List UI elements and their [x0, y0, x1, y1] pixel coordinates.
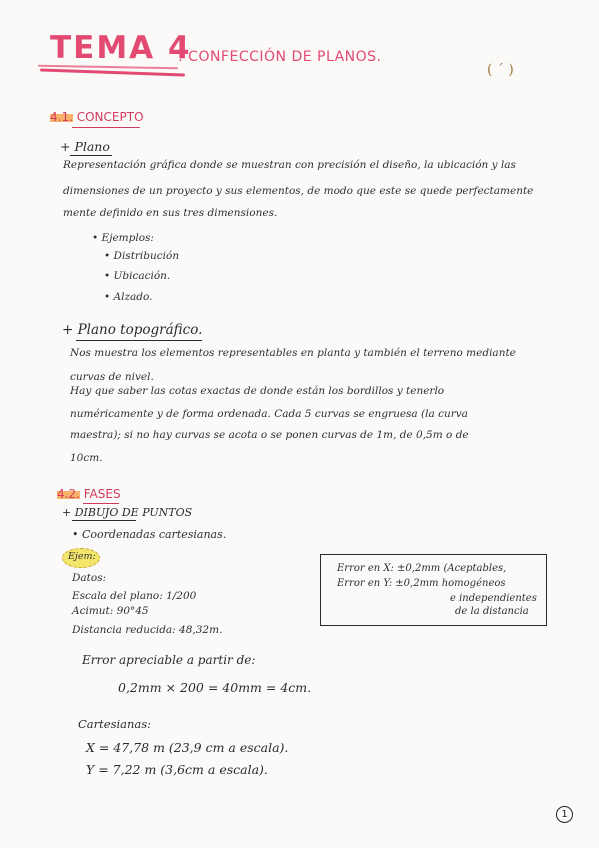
- body-line: curvas de nivel.: [70, 371, 154, 383]
- section-title: CONCEPTO: [76, 110, 144, 124]
- data-line: Acimut: 90°45: [72, 605, 149, 617]
- body-line: mente definido en sus tres dimensiones.: [63, 207, 278, 219]
- corner-mark-icon: ( ˊ ): [487, 62, 514, 78]
- error-heading: Error apreciable a partir de:: [82, 653, 256, 667]
- section-heading-concepto: [48, 110, 146, 124]
- section-underline: [72, 127, 140, 128]
- section-number: 4.2.: [57, 487, 80, 501]
- body-line: Representación gráfica donde se muestran con precisión el diseño, la ubicación y las: [63, 159, 516, 171]
- subheading-underline: [76, 340, 202, 341]
- subheading-dibujo-puntos: + DIBUJO DE PUNTOS: [62, 506, 193, 519]
- body-line: Hay que saber las cotas exactas de donde están los bordillos y tenerlo: [70, 385, 445, 397]
- body-line: numéricamente y de forma ordenada. Cada 5 curvas se engruesa (la curva: [70, 408, 468, 420]
- body-line: Nos muestra los elementos representables en planta y también el terreno mediante: [70, 347, 516, 359]
- body-line: maestra); si no hay curvas se acota o se ponen curvas de 1m, de 0,5m o de: [70, 429, 469, 441]
- box-line: de la distancia: [455, 606, 529, 617]
- page-number: 1: [556, 806, 573, 823]
- page-subtitle: : CONFECCIÓN DE PLANOS.: [178, 49, 382, 65]
- coordinates-heading: • Coordenadas cartesianas.: [72, 528, 227, 541]
- data-heading: Datos:: [72, 572, 107, 584]
- example-label: Ejem:: [68, 551, 96, 562]
- data-line: Escala del plano: 1/200: [72, 590, 197, 602]
- section-heading-fases: [55, 487, 123, 501]
- data-line: Distancia reducida: 48,32m.: [72, 624, 223, 636]
- title-underline: [40, 68, 185, 76]
- list-item: • Distribución: [104, 250, 180, 262]
- page-title: TEMA 4: [50, 30, 192, 66]
- subheading-underline: [72, 520, 136, 521]
- cartesian-y: Y = 7,22 m (3,6cm a escala).: [86, 762, 268, 777]
- body-line: dimensiones de un proyecto y sus elementos, de modo que este se quede perfectamente: [63, 185, 534, 197]
- subheading-plano: + Plano: [60, 139, 110, 154]
- body-line: 10cm.: [70, 452, 103, 464]
- section-title: FASES: [83, 487, 121, 501]
- box-line: e independientes: [450, 593, 537, 604]
- examples-heading: • Ejemplos:: [92, 232, 154, 244]
- error-calculation: 0,2mm × 200 = 40mm = 4cm.: [118, 680, 312, 695]
- list-item: • Alzado.: [104, 291, 153, 303]
- box-line: Error en X: ±0,2mm (Aceptables,: [337, 563, 507, 574]
- list-item: • Ubicación.: [104, 270, 171, 282]
- subheading-plano-topografico: + Plano topográfico.: [62, 322, 203, 338]
- section-underline: [83, 503, 119, 504]
- cartesian-x: X = 47,78 m (23,9 cm a escala).: [86, 740, 289, 755]
- subheading-underline: [70, 155, 112, 156]
- section-number: 4.1.: [50, 110, 73, 124]
- cartesian-heading: Cartesianas:: [78, 717, 152, 731]
- box-line: Error en Y: ±0,2mm homogéneos: [337, 578, 506, 589]
